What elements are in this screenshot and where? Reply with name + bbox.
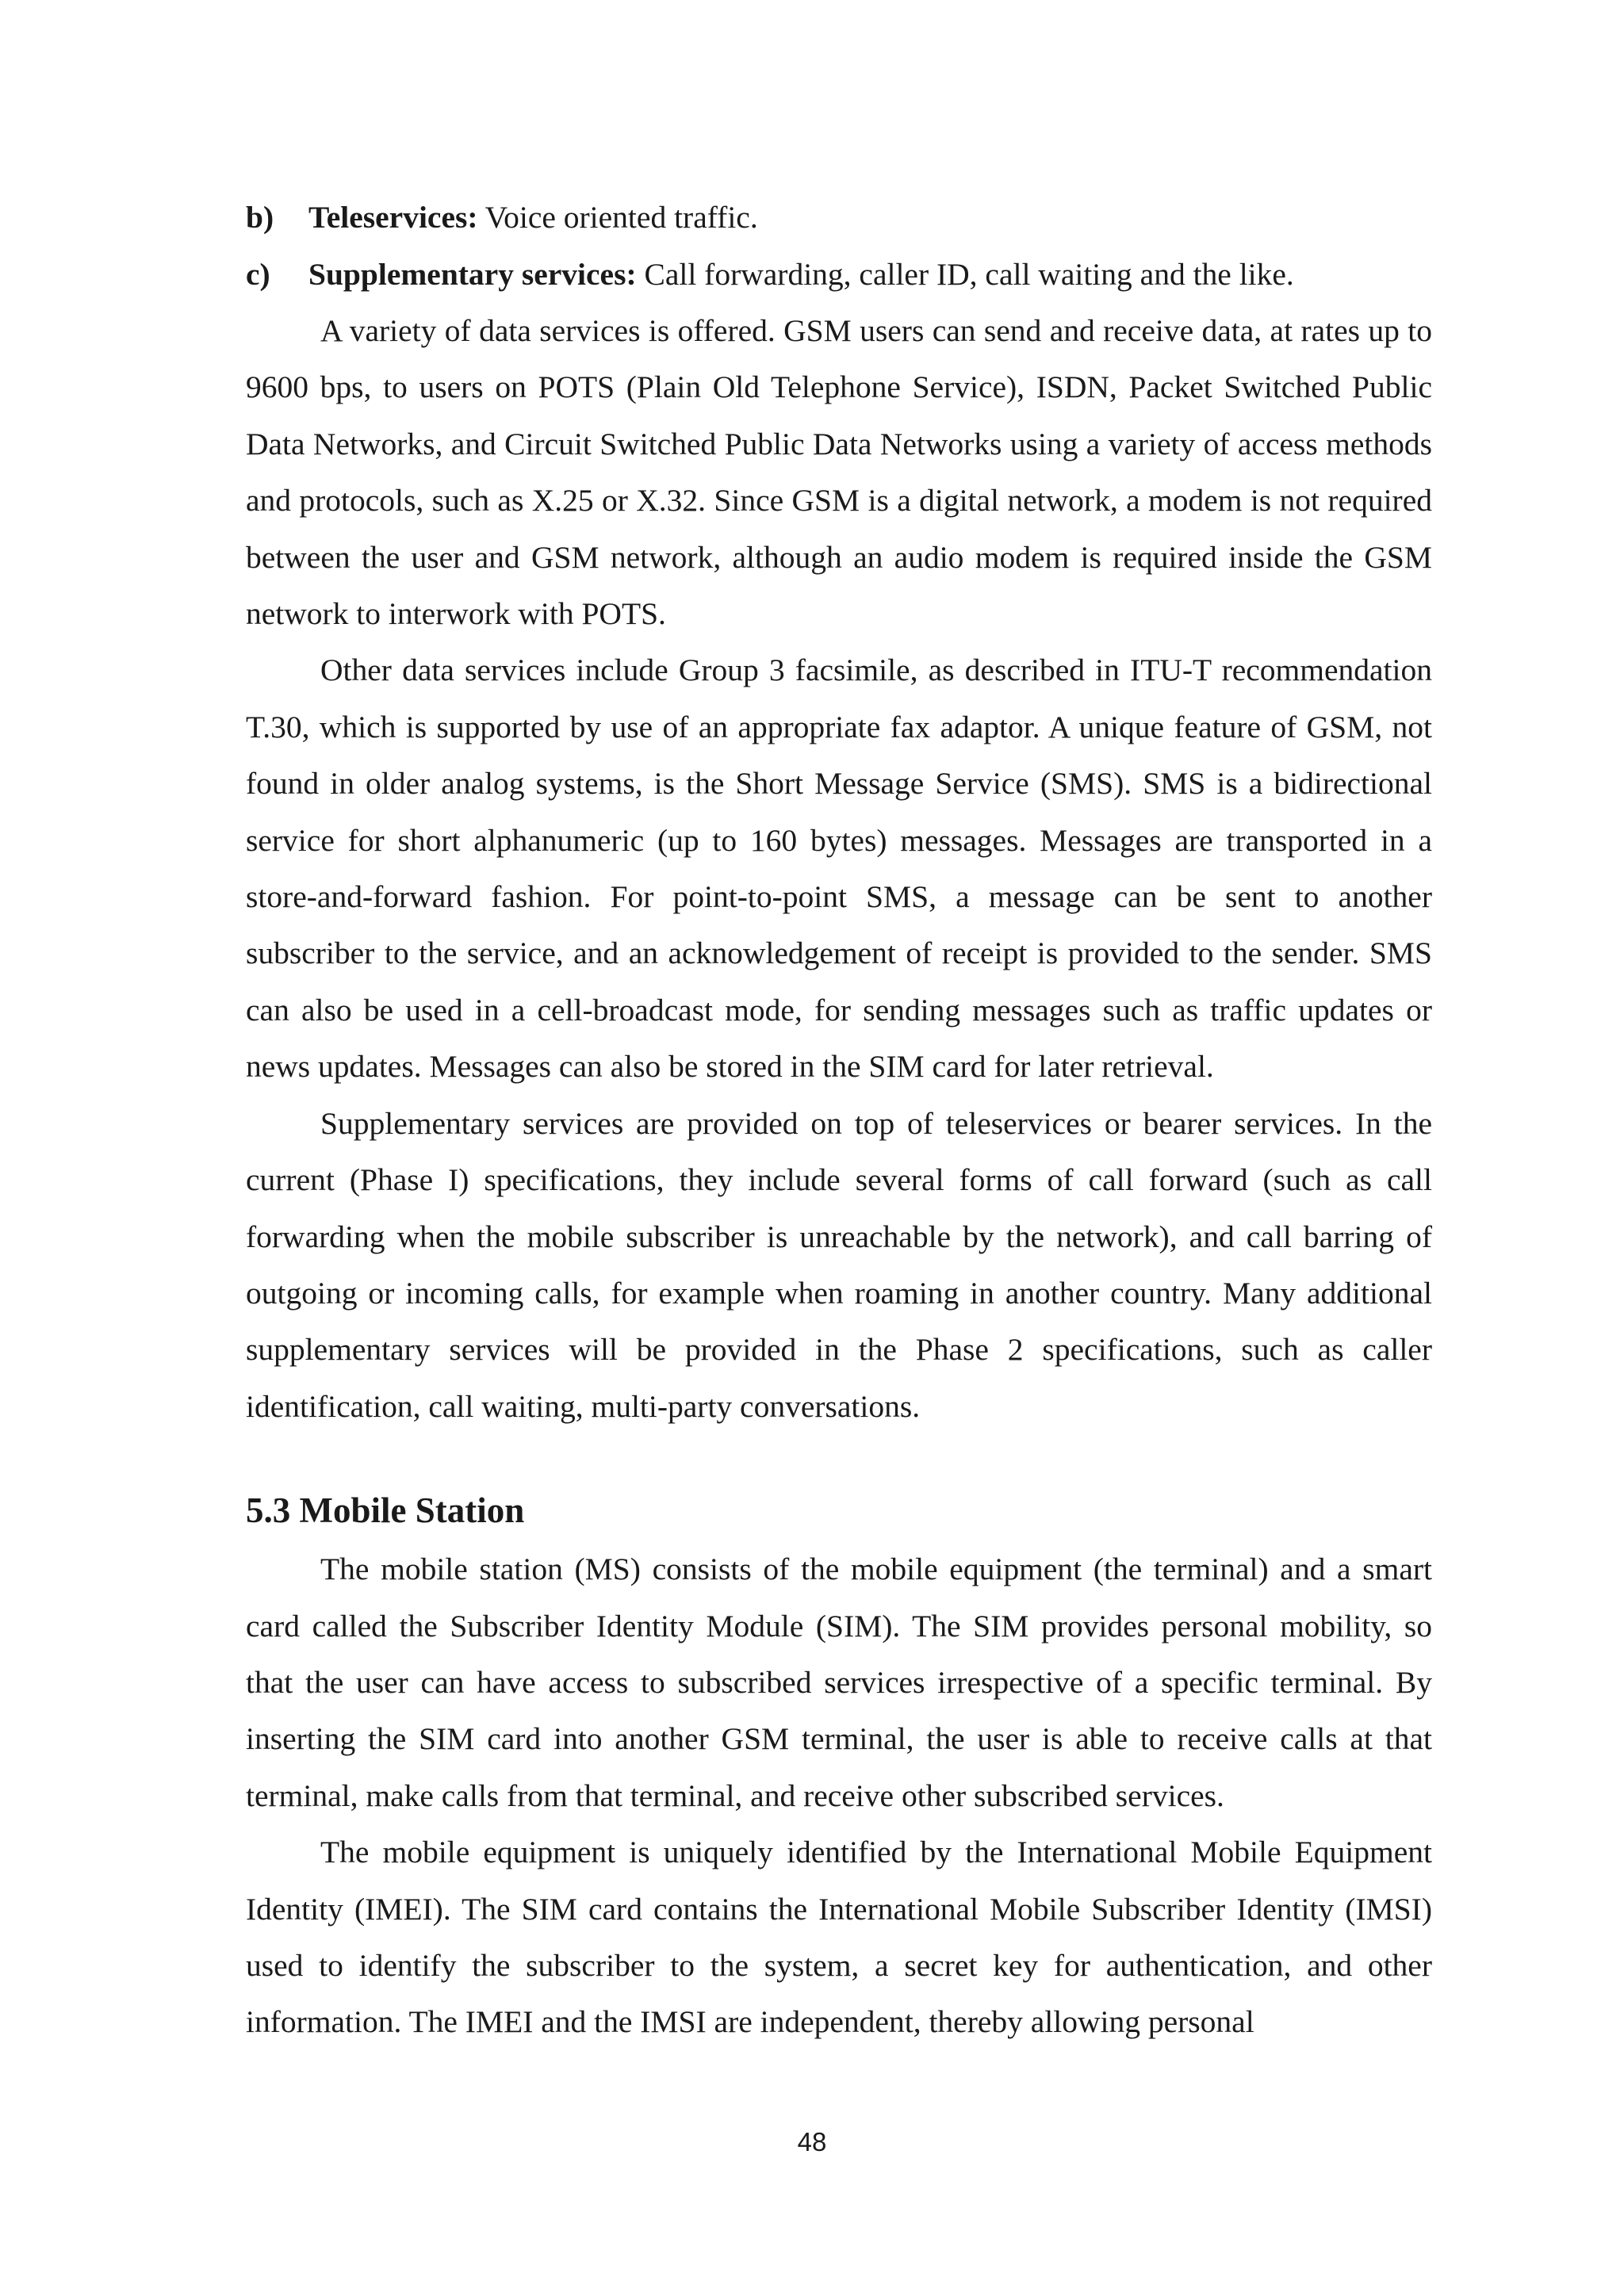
section-heading: 5.3 Mobile Station (246, 1490, 525, 1531)
paragraph-mobile-equipment: The mobile equipment is uniquely identified by the International Mobile Equipment Identity (IMEI). The SIM card contains the International Mobile Subscriber Identity (IMSI) used to identify the subscriber to the system, a secret key for authentication, and other information. The IMEI and the IMSI are independent, thereby allowing personal (246, 1835, 1432, 2040)
list-marker: c) (246, 257, 270, 292)
list-text: Voice oriented traffic. (477, 200, 758, 235)
page-content (246, 189, 1432, 2051)
paragraph-data-services: A variety of data services is offered. GSM users can send and receive data, at rates up to 9600 bps, to users on POTS (Plain Old Telephone Service), ISDN, Packet Switched Public Data Networks, and Circuit Switched Public Data Networks using a variety of access methods and protocols, such as X.25 or X.32. Since GSM is a digital network, a modem is not required between the user and GSM network, although an audio modem is required inside the GSM network to interwork with POTS. (246, 313, 1432, 632)
list-text: Call forwarding, caller ID, call waiting and the like. (636, 257, 1294, 292)
paragraph-supplementary-services: Supplementary services are provided on top of teleservices or bearer services. In the current (Phase I) specifications, they include several forms of call forward (such as call forwarding when the mobile subscriber is unreachable by the network), and call barring of outgoing or incoming calls, for example when roaming in another country. Many additional supplementary services will be provided in the Phase 2 specifications, such as caller identification, call waiting, multi-party conversations. (246, 1105, 1432, 1424)
paragraph-other-data-services: Other data services include Group 3 facsimile, as described in ITU-T recommendation T.30, which is supported by use of an appropriate fax adaptor. A unique feature of GSM, not found in older analog systems, is the Short Message Service (SMS). SMS is a bidirectional service for short alphanumeric (up to 160 bytes) messages. Messages are transported in a store-and-forward fashion. For point-to-point SMS, a message can be sent to another subscriber to the service, and an acknowledgement of receipt is provided to the sender. SMS can also be used in a cell-broadcast mode, for sending messages such as traffic updates or news updates. Messages can also be stored in the SIM card for later retrieval. (246, 652, 1432, 1085)
list-item-teleservices (246, 189, 1432, 246)
list-term: Supplementary services: (308, 257, 637, 292)
list-term: Teleservices: (308, 200, 478, 235)
list-marker: b) (246, 200, 274, 235)
paragraph-mobile-station: The mobile station (MS) consists of the mobile equipment (the terminal) and a smart card called the Subscriber Identity Module (SIM). The SIM provides personal mobility, so that the user can have access to subscribed services irrespective of a specific terminal. By inserting the SIM card into another GSM terminal, the user is able to receive calls at that terminal, make calls from that terminal, and receive other subscribed services. (246, 1552, 1432, 1813)
page-number: 48 (797, 2127, 827, 2156)
list-item-supplementary-services (246, 246, 1432, 303)
